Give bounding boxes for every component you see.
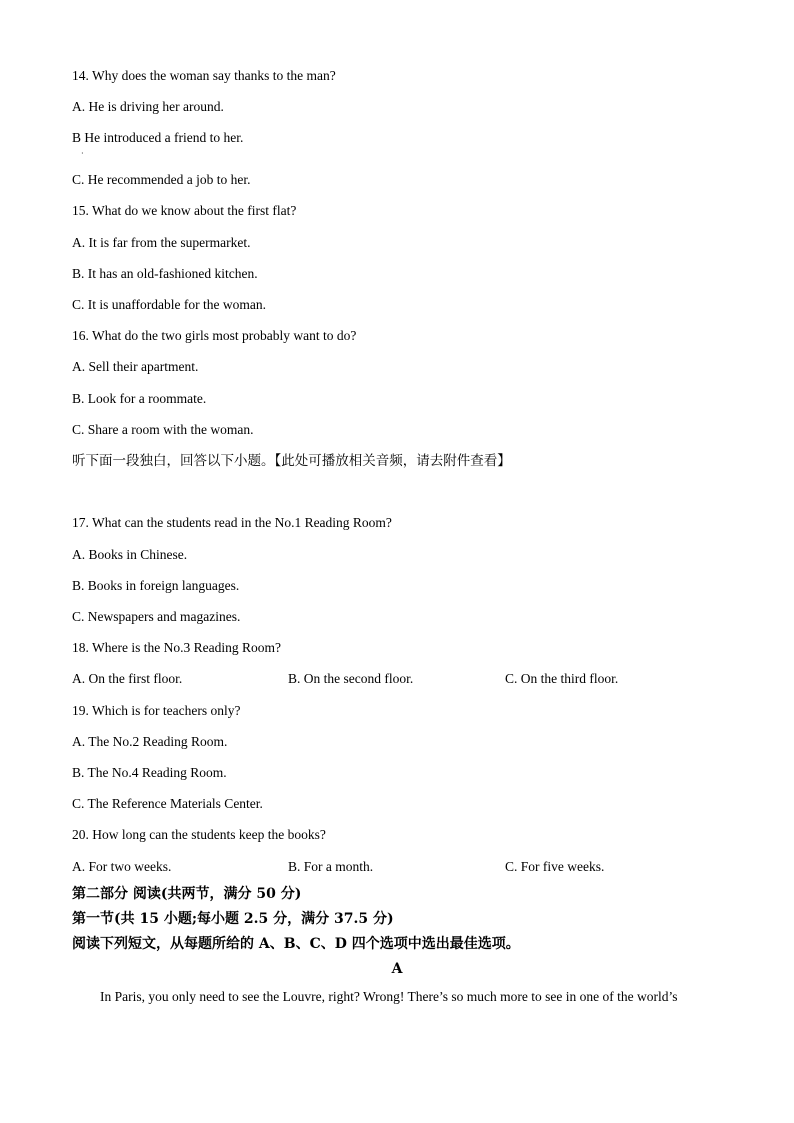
monologue-instruction: 听下面一段独白，回答以下小题。【此处可播放相关音频，请去附件查看】 (72, 453, 511, 469)
q16-option-c: C. Share a room with the woman. (72, 422, 254, 437)
q17-option-a: A. Books in Chinese. (72, 547, 188, 562)
reading-instruction: 阅读下列短文，从每题所给的 A、B、C、D 四个选项中选出最佳选项。 (72, 936, 520, 952)
q20-option-b: B. For a month. (288, 859, 374, 874)
q20-option-a: A. For two weeks. (72, 859, 172, 874)
q17-option-b: B. Books in foreign languages. (72, 578, 240, 593)
q18-stem: 18. Where is the No.3 Reading Room? (72, 640, 281, 655)
passage-label: A (391, 961, 403, 977)
q17-stem: 17. What can the students read in the No.1 Reading Room? (72, 515, 392, 530)
q18-option-b: B. On the second floor. (288, 671, 414, 686)
q14-option-c: C. He recommended a job to her. (72, 172, 251, 187)
section1-heading: 第一节(共 15 小题;每小题 2.5 分，满分 37.5 分) (72, 911, 394, 927)
q15-option-c: C. It is unaffordable for the woman. (72, 297, 266, 312)
q14-option-b: B He introduced a friend to her. (72, 130, 244, 145)
q19-option-a: A. The No.2 Reading Room. (72, 734, 228, 749)
q20-stem: 20. How long can the students keep the books? (72, 827, 326, 842)
q14-option-a: A. He is driving her around. (72, 99, 224, 114)
q18-option-a: A. On the first floor. (72, 671, 183, 686)
q15-stem: 15. What do we know about the first flat? (72, 203, 297, 218)
q20-option-c: C. For five weeks. (505, 859, 605, 874)
q16-option-a: A. Sell their apartment. (72, 359, 199, 374)
q16-stem: 16. What do the two girls most probably want to do? (72, 328, 357, 343)
q18-option-c: C. On the third floor. (505, 671, 619, 686)
q16-option-b: B. Look for a roommate. (72, 391, 207, 406)
part2-heading: 第二部分 阅读(共两节，满分 50 分) (72, 886, 302, 902)
q19-stem: 19. Which is for teachers only? (72, 703, 241, 718)
q19-option-b: B. The No.4 Reading Room. (72, 765, 227, 780)
q19-option-c: C. The Reference Materials Center. (72, 796, 263, 811)
q14-stem: 14. Why does the woman say thanks to the man? (72, 68, 336, 83)
passage-first-line: In Paris, you only need to see the Louvre, right? Wrong! There’s so much more to see in one of the world’s (100, 989, 678, 1004)
stray-dot-mark: · (81, 149, 84, 158)
q15-option-b: B. It has an old-fashioned kitchen. (72, 266, 258, 281)
q17-option-c: C. Newspapers and magazines. (72, 609, 241, 624)
q15-option-a: A. It is far from the supermarket. (72, 235, 251, 250)
